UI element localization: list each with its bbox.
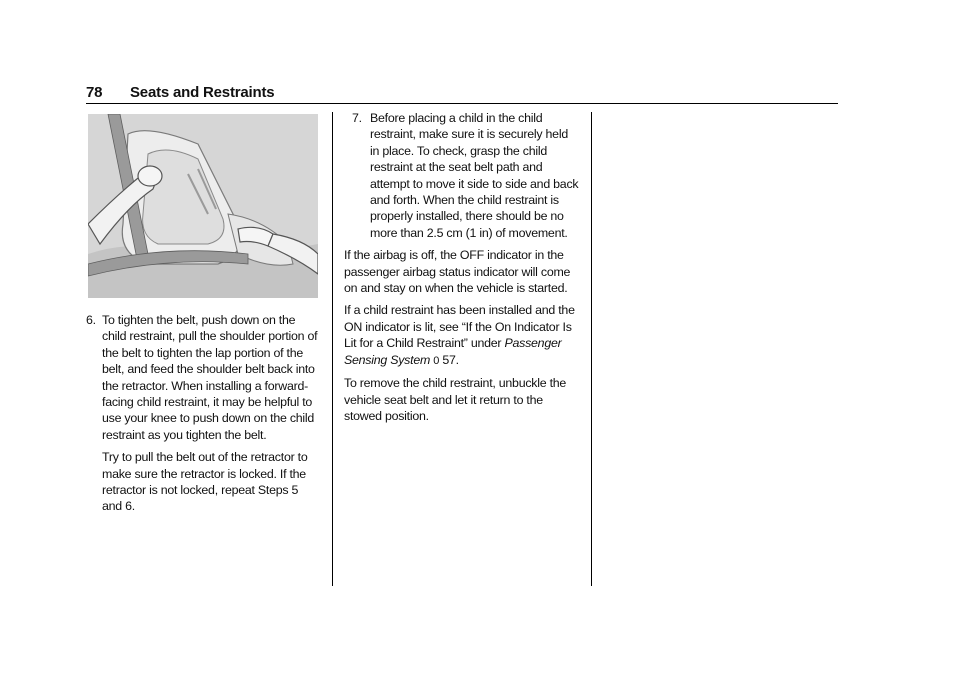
column-divider <box>591 112 592 586</box>
paragraph-text: If a child restraint has been installed and the ON indicator is lit, see “If the On Indicator Is Lit for a Child Restraint” under <box>344 303 575 351</box>
step-text: Before placing a child in the child restraint, make sure it is securely held in place. To check, grasp the child restraint at the seat belt path and attempt to move it side to side and back and forth. When the child restraint is properly installed, there should be no more than 2.5 cm (1 in) of movement. <box>370 111 579 240</box>
child-seat-installation-illustration-icon <box>88 114 318 298</box>
page-number: 78 <box>86 84 103 101</box>
step-number: 6. <box>86 313 96 327</box>
header-rule <box>86 103 838 104</box>
step-text: To tighten the belt, push down on the child restraint, pull the shoulder portion of the belt to tighten the lap portion of the belt, and feed the shoulder belt back into the retractor. When installing a forward-facing child restraint, it may be helpful to use your knee to push down on the child restraint as you tighten the belt. <box>102 313 318 442</box>
step-6-followup: Try to pull the belt out of the retractor to make sure the retractor is locked. If the retractor is not locked, repeat Steps 5 and 6. <box>102 450 308 514</box>
remove-restraint-paragraph: To remove the child restraint, unbuckle the vehicle seat belt and let it return to the stowed position. <box>344 376 567 423</box>
on-indicator-paragraph <box>344 302 579 369</box>
reference-link[interactable]: Passenger Sensing System <box>344 336 562 367</box>
page-reference-icon: 0 <box>433 354 440 367</box>
step-number: 7. <box>352 111 362 125</box>
step-6 <box>86 312 320 443</box>
column-divider <box>332 112 333 586</box>
page-header <box>86 84 838 101</box>
reference-page: 57 <box>442 352 456 367</box>
section-title: Seats and Restraints <box>130 84 275 101</box>
step-7 <box>344 110 579 241</box>
right-column <box>344 110 579 424</box>
airbag-off-paragraph: If the airbag is off, the OFF indicator in the passenger airbag status indicator will come on and stay on when the vehicle is started. <box>344 248 571 296</box>
left-column <box>86 312 320 515</box>
reference-end: . <box>455 352 459 367</box>
